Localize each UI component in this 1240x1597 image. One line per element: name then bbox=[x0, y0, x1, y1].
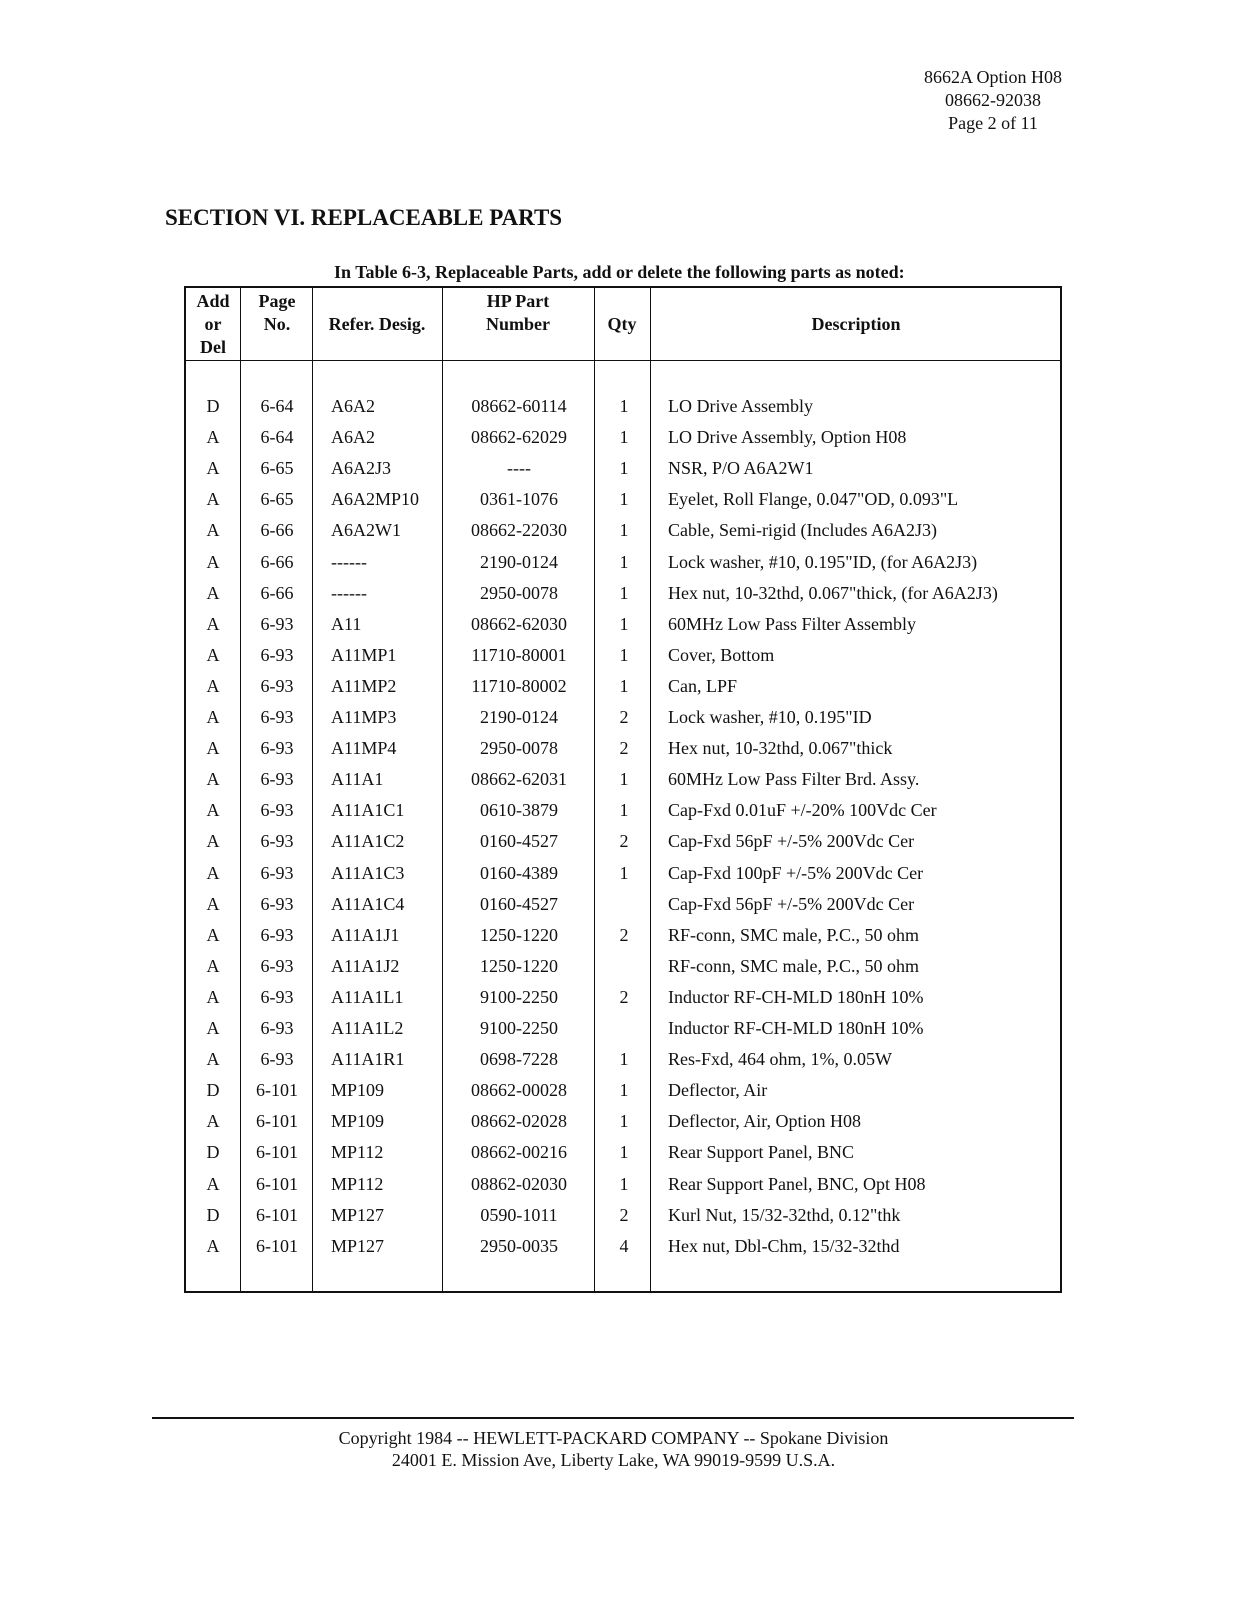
model-label: 8662A Option H08 bbox=[923, 67, 1062, 87]
table-row bbox=[186, 1236, 1060, 1267]
cell-qty: 1 bbox=[619, 458, 629, 479]
cell-qty: 1 bbox=[619, 520, 629, 541]
cell-qty: 1 bbox=[619, 675, 629, 696]
table-row bbox=[186, 614, 1060, 645]
header-divider bbox=[186, 360, 1060, 361]
cell-page-no: 6-66 bbox=[260, 582, 294, 603]
section-title: SECTION VI. REPLACEABLE PARTS bbox=[165, 205, 563, 230]
cell-hp-part-number: 11710-80002 bbox=[471, 675, 567, 696]
cell-add-del: A bbox=[206, 1049, 220, 1070]
cell-refer-desig: A6A2W1 bbox=[331, 520, 401, 541]
cell-hp-part-number: 08862-02030 bbox=[471, 1173, 567, 1194]
cell-page-no: 6-101 bbox=[256, 1111, 298, 1132]
cell-hp-part-number: ---- bbox=[507, 458, 531, 479]
cell-page-no: 6-93 bbox=[260, 862, 294, 883]
cell-description: Res-Fxd, 464 ohm, 1%, 0.05W bbox=[668, 1049, 892, 1070]
cell-add-del: A bbox=[206, 800, 220, 821]
table-caption: In Table 6-3, Replaceable Parts, add or delete the following parts as noted: bbox=[334, 262, 905, 282]
cell-description: NSR, P/O A6A2W1 bbox=[668, 458, 814, 479]
cell-hp-part-number: 2190-0124 bbox=[480, 551, 558, 572]
col-header-refer-desig: Refer. Desig. bbox=[328, 314, 426, 334]
table-row bbox=[186, 489, 1060, 520]
table-row bbox=[186, 1142, 1060, 1173]
cell-hp-part-number: 08662-22030 bbox=[471, 520, 567, 541]
cell-add-del: D bbox=[206, 1204, 220, 1225]
cell-page-no: 6-65 bbox=[260, 458, 294, 479]
col-header-qty: Qty bbox=[607, 314, 637, 334]
cell-add-del: A bbox=[206, 582, 220, 603]
cell-qty: 1 bbox=[619, 1111, 629, 1132]
cell-refer-desig: A11A1C2 bbox=[331, 831, 405, 852]
table-row bbox=[186, 396, 1060, 427]
cell-hp-part-number: 2950-0078 bbox=[480, 582, 558, 603]
cell-hp-part-number: 08662-62030 bbox=[471, 613, 567, 634]
table-row bbox=[186, 800, 1060, 831]
cell-description: Lock washer, #10, 0.195"ID bbox=[668, 707, 872, 727]
cell-description: Cap-Fxd 56pF +/-5% 200Vdc Cer bbox=[668, 893, 915, 914]
cell-add-del: A bbox=[206, 893, 220, 914]
cell-refer-desig: A11 bbox=[331, 613, 362, 634]
cell-hp-part-number: 2190-0124 bbox=[480, 707, 558, 727]
cell-add-del: A bbox=[206, 769, 220, 790]
cell-page-no: 6-93 bbox=[260, 644, 294, 665]
cell-qty: 1 bbox=[619, 551, 629, 572]
cell-refer-desig: MP127 bbox=[331, 1204, 385, 1225]
cell-page-no: 6-101 bbox=[256, 1173, 298, 1194]
cell-add-del: A bbox=[206, 613, 220, 634]
cell-add-del: D bbox=[206, 1142, 220, 1163]
cell-page-no: 6-93 bbox=[260, 1018, 294, 1038]
cell-refer-desig: MP109 bbox=[331, 1080, 385, 1101]
document-header bbox=[924, 66, 1062, 135]
cell-add-del: A bbox=[206, 551, 220, 572]
cell-hp-part-number: 08662-60114 bbox=[471, 396, 567, 416]
cell-page-no: 6-101 bbox=[256, 1142, 298, 1163]
cell-refer-desig: A11MP2 bbox=[331, 675, 397, 696]
cell-page-no: 6-93 bbox=[260, 769, 294, 790]
cell-hp-part-number: 2950-0078 bbox=[480, 738, 558, 759]
copyright: Copyright 1984 -- HEWLETT-PACKARD COMPANY -- Spokane Division bbox=[338, 1428, 889, 1448]
cell-refer-desig: A11A1C1 bbox=[331, 800, 405, 821]
cell-description: Hex nut, 10-32thd, 0.067"thick bbox=[668, 738, 893, 759]
cell-description: Deflector, Air, Option H08 bbox=[668, 1111, 862, 1132]
cell-refer-desig: A11A1J1 bbox=[331, 924, 400, 945]
cell-page-no: 6-65 bbox=[260, 489, 294, 510]
cell-description: Cap-Fxd 100pF +/-5% 200Vdc Cer bbox=[668, 862, 924, 883]
cell-refer-desig: A11A1 bbox=[331, 769, 384, 790]
table-row bbox=[186, 645, 1060, 676]
cell-hp-part-number: 2950-0035 bbox=[480, 1235, 558, 1256]
cell-description: Lock washer, #10, 0.195"ID, (for A6A2J3) bbox=[668, 551, 978, 572]
table-row bbox=[186, 863, 1060, 894]
cell-add-del: A bbox=[206, 520, 220, 541]
cell-add-del: A bbox=[206, 489, 220, 510]
cell-add-del: A bbox=[206, 924, 220, 945]
table-row bbox=[186, 427, 1060, 458]
cell-hp-part-number: 08662-02028 bbox=[471, 1111, 567, 1132]
table-row bbox=[186, 1174, 1060, 1205]
table-row bbox=[186, 1111, 1060, 1142]
cell-qty: 1 bbox=[619, 613, 629, 634]
cell-page-no: 6-93 bbox=[260, 800, 294, 821]
cell-add-del: A bbox=[206, 862, 220, 883]
cell-page-no: 6-93 bbox=[260, 707, 294, 727]
table-row bbox=[186, 1049, 1060, 1080]
cell-refer-desig: A11A1C4 bbox=[331, 893, 405, 914]
cell-add-del: A bbox=[206, 644, 220, 665]
table-row bbox=[186, 676, 1060, 707]
cell-page-no: 6-101 bbox=[256, 1080, 298, 1101]
cell-description: Rear Support Panel, BNC, Opt H08 bbox=[668, 1173, 926, 1194]
cell-add-del: A bbox=[206, 1235, 220, 1256]
cell-description: Cable, Semi-rigid (Includes A6A2J3) bbox=[668, 520, 937, 541]
cell-qty: 2 bbox=[619, 831, 629, 852]
cell-hp-part-number: 0610-3879 bbox=[480, 800, 558, 821]
cell-hp-part-number: 0698-7228 bbox=[480, 1049, 558, 1070]
cell-qty: 2 bbox=[619, 738, 629, 759]
cell-add-del: A bbox=[206, 738, 220, 759]
cell-page-no: 6-66 bbox=[260, 520, 294, 541]
cell-page-no: 6-64 bbox=[260, 396, 294, 416]
cell-page-no: 6-93 bbox=[260, 738, 294, 759]
cell-refer-desig: A11A1J2 bbox=[331, 955, 400, 976]
cell-description: 60MHz Low Pass Filter Brd. Assy. bbox=[668, 769, 920, 790]
col-header-page: Page No. bbox=[258, 291, 296, 334]
cell-hp-part-number: 1250-1220 bbox=[480, 924, 558, 945]
cell-description: Eyelet, Roll Flange, 0.047"OD, 0.093"L bbox=[668, 489, 959, 510]
cell-qty: 1 bbox=[619, 769, 629, 790]
address: 24001 E. Mission Ave, Liberty Lake, WA 99019-9599 U.S.A. bbox=[391, 1450, 836, 1470]
cell-page-no: 6-93 bbox=[260, 1049, 294, 1070]
cell-qty: 1 bbox=[619, 396, 629, 416]
cell-refer-desig: A11MP1 bbox=[331, 644, 397, 665]
col-header-add-del: Add or Del bbox=[196, 291, 230, 357]
page-number: Page 2 of 11 bbox=[948, 113, 1038, 133]
cell-refer-desig: ------ bbox=[331, 582, 367, 603]
cell-page-no: 6-93 bbox=[260, 924, 294, 945]
cell-page-no: 6-93 bbox=[260, 675, 294, 696]
cell-qty: 1 bbox=[619, 582, 629, 603]
table-row bbox=[186, 707, 1060, 738]
table-row bbox=[186, 987, 1060, 1018]
table-row bbox=[186, 769, 1060, 800]
cell-refer-desig: A6A2 bbox=[331, 396, 375, 416]
cell-refer-desig: A11A1L1 bbox=[331, 986, 404, 1007]
cell-qty: 2 bbox=[619, 924, 629, 945]
table-row bbox=[186, 583, 1060, 614]
cell-description: Can, LPF bbox=[668, 675, 738, 696]
cell-description: Hex nut, Dbl-Chm, 15/32-32thd bbox=[668, 1235, 900, 1256]
cell-description: 60MHz Low Pass Filter Assembly bbox=[668, 613, 917, 634]
cell-qty: 1 bbox=[619, 862, 629, 883]
cell-qty: 1 bbox=[619, 644, 629, 665]
cell-qty: 1 bbox=[619, 427, 629, 448]
cell-refer-desig: A11A1L2 bbox=[331, 1018, 404, 1038]
cell-hp-part-number: 0590-1011 bbox=[480, 1204, 558, 1225]
table-row bbox=[186, 520, 1060, 551]
cell-refer-desig: MP127 bbox=[331, 1235, 385, 1256]
cell-add-del: A bbox=[206, 427, 220, 448]
cell-hp-part-number: 08662-62029 bbox=[471, 427, 567, 448]
cell-description: Cover, Bottom bbox=[668, 644, 775, 665]
table-row bbox=[186, 738, 1060, 769]
cell-refer-desig: A6A2J3 bbox=[331, 458, 392, 479]
cell-refer-desig: A6A2 bbox=[331, 427, 375, 448]
cell-add-del: A bbox=[206, 675, 220, 696]
cell-refer-desig: ------ bbox=[331, 551, 367, 572]
cell-refer-desig: MP109 bbox=[331, 1111, 385, 1132]
cell-page-no: 6-93 bbox=[260, 613, 294, 634]
cell-refer-desig: A6A2MP10 bbox=[331, 489, 420, 510]
cell-page-no: 6-93 bbox=[260, 986, 294, 1007]
cell-add-del: A bbox=[206, 955, 220, 976]
table-row bbox=[186, 1080, 1060, 1111]
cell-add-del: A bbox=[206, 458, 220, 479]
cell-hp-part-number: 0361-1076 bbox=[480, 489, 558, 510]
document-number: 08662-92038 bbox=[944, 90, 1041, 110]
col-header-description: Description bbox=[811, 314, 901, 334]
cell-description: Inductor RF-CH-MLD 180nH 10% bbox=[668, 986, 924, 1007]
table-row bbox=[186, 925, 1060, 956]
cell-refer-desig: A11A1C3 bbox=[331, 862, 405, 883]
cell-qty: 4 bbox=[619, 1235, 629, 1256]
cell-add-del: A bbox=[206, 831, 220, 852]
cell-description: Deflector, Air bbox=[668, 1080, 768, 1101]
cell-description: Hex nut, 10-32thd, 0.067"thick, (for A6A2J3) bbox=[668, 582, 998, 603]
cell-qty: 2 bbox=[619, 707, 629, 727]
cell-add-del: A bbox=[206, 986, 220, 1007]
cell-description: Cap-Fxd 56pF +/-5% 200Vdc Cer bbox=[668, 831, 915, 852]
cell-page-no: 6-66 bbox=[260, 551, 294, 572]
cell-qty: 1 bbox=[619, 1142, 629, 1163]
cell-add-del: A bbox=[206, 707, 220, 727]
cell-add-del: A bbox=[206, 1018, 220, 1038]
cell-hp-part-number: 08662-00216 bbox=[471, 1142, 567, 1163]
cell-qty: 1 bbox=[619, 800, 629, 821]
cell-hp-part-number: 08662-00028 bbox=[471, 1080, 567, 1101]
cell-page-no: 6-93 bbox=[260, 893, 294, 914]
cell-description: Cap-Fxd 0.01uF +/-20% 100Vdc Cer bbox=[668, 800, 937, 821]
cell-refer-desig: MP112 bbox=[331, 1173, 384, 1194]
cell-qty: 1 bbox=[619, 1080, 629, 1101]
cell-description: RF-conn, SMC male, P.C., 50 ohm bbox=[668, 924, 920, 945]
cell-description: RF-conn, SMC male, P.C., 50 ohm bbox=[668, 955, 920, 976]
cell-description: LO Drive Assembly, Option H08 bbox=[668, 427, 907, 448]
cell-page-no: 6-93 bbox=[260, 955, 294, 976]
cell-qty: 2 bbox=[619, 986, 629, 1007]
cell-hp-part-number: 0160-4527 bbox=[480, 831, 558, 852]
cell-description: LO Drive Assembly bbox=[668, 396, 813, 416]
cell-hp-part-number: 9100-2250 bbox=[480, 986, 558, 1007]
cell-add-del: A bbox=[206, 1173, 220, 1194]
cell-hp-part-number: 08662-62031 bbox=[471, 769, 567, 790]
footer-rule bbox=[152, 1417, 1074, 1419]
cell-qty: 1 bbox=[619, 489, 629, 510]
table-row bbox=[186, 1018, 1060, 1049]
cell-add-del: D bbox=[206, 1080, 220, 1101]
cell-page-no: 6-101 bbox=[256, 1235, 298, 1256]
table-row bbox=[186, 956, 1060, 987]
cell-description: Kurl Nut, 15/32-32thd, 0.12"thk bbox=[668, 1204, 901, 1225]
cell-description: Inductor RF-CH-MLD 180nH 10% bbox=[668, 1018, 924, 1038]
table-row bbox=[186, 1205, 1060, 1236]
cell-page-no: 6-93 bbox=[260, 831, 294, 852]
table-row bbox=[186, 552, 1060, 583]
cell-refer-desig: A11A1R1 bbox=[331, 1049, 405, 1070]
table-row bbox=[186, 831, 1060, 862]
cell-description: Rear Support Panel, BNC bbox=[668, 1142, 854, 1163]
cell-refer-desig: A11MP4 bbox=[331, 738, 397, 759]
footer bbox=[0, 1427, 1227, 1471]
cell-add-del: D bbox=[206, 396, 220, 416]
cell-hp-part-number: 0160-4389 bbox=[480, 862, 558, 883]
cell-qty: 1 bbox=[619, 1173, 629, 1194]
col-header-hp-part: HP Part Number bbox=[486, 291, 550, 334]
cell-add-del: A bbox=[206, 1111, 220, 1132]
cell-hp-part-number: 0160-4527 bbox=[480, 893, 558, 914]
table-row bbox=[186, 894, 1060, 925]
cell-page-no: 6-101 bbox=[256, 1204, 298, 1225]
cell-hp-part-number: 11710-80001 bbox=[471, 644, 567, 665]
table-row bbox=[186, 458, 1060, 489]
cell-page-no: 6-64 bbox=[260, 427, 294, 448]
cell-refer-desig: A11MP3 bbox=[331, 707, 397, 727]
cell-qty: 2 bbox=[619, 1204, 629, 1225]
parts-table bbox=[184, 286, 1062, 1293]
cell-qty: 1 bbox=[619, 1049, 629, 1070]
cell-hp-part-number: 1250-1220 bbox=[480, 955, 558, 976]
cell-hp-part-number: 9100-2250 bbox=[480, 1018, 558, 1038]
cell-refer-desig: MP112 bbox=[331, 1142, 384, 1163]
